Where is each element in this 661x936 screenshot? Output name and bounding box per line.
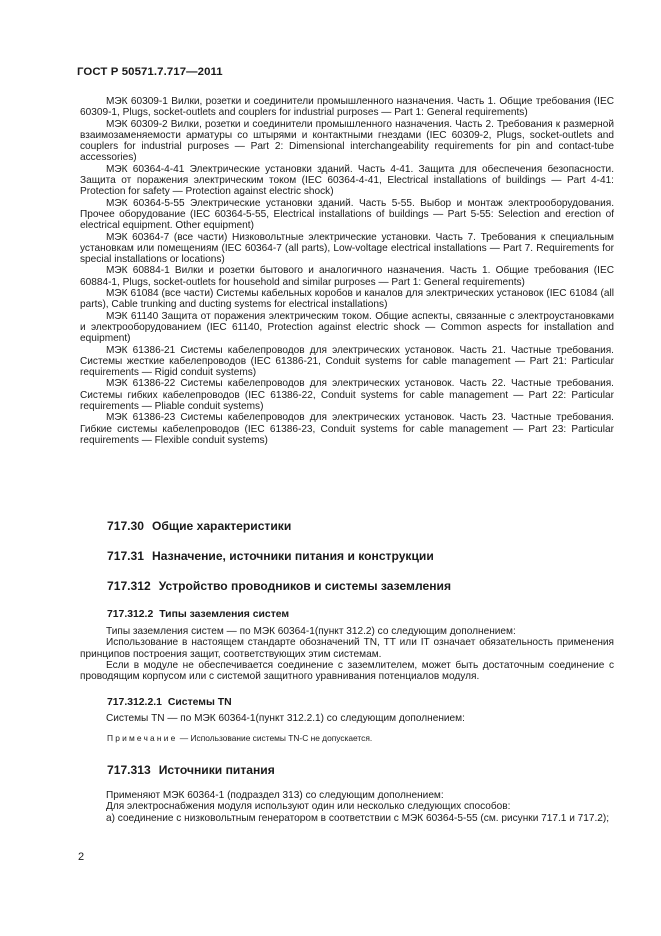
- subsection-number: 717.312.2.1: [107, 697, 162, 708]
- reference-entry: МЭК 61386-23 Системы кабелепроводов для электрических установок. Часть 23. Частные требования. Гибкие системы кабелепроводов (IEC 61386-23, Conduit systems for cable management — Part 23: Particular requirements — Flexible conduit systems): [80, 412, 614, 446]
- grounding-types-text: [80, 626, 614, 682]
- power-sources-text: [80, 790, 614, 824]
- section-number: 717.312: [107, 579, 151, 593]
- paragraph: Использование в настоящем стандарте обозначений TN, TT или IT означает обязательность применения принципов построения защит, соответствующих этим системам.: [80, 637, 614, 660]
- section-heading-717-313: [107, 763, 275, 777]
- subsection-title: Типы заземления систем: [159, 609, 290, 620]
- reference-entry: МЭК 61084 (все части) Системы кабельных коробов и каналов для электрических установок (IEC 61084 (all parts), Cable trunking and ducting systems for electrical installations): [80, 288, 614, 311]
- reference-entry: МЭК 61386-22 Системы кабелепроводов для электрических установок. Часть 22. Частные требования. Системы гибких кабелепроводов (IEC 61386-22, Conduit systems for cable management — Part 22: Particular requirements — Pliable conduit systems): [80, 378, 614, 413]
- reference-entry: МЭК 60309-2 Вилки, розетки и соединители промышленного назначения. Часть 2. Требования к размерной взаимозаменяемости арматуры со штырями и контактными гнездами (IEC 60309-2, Plugs, socket-outlets and couplers for industrial purposes — Part 2: Dimensional interchangeability requirements for pin and contact-tube accessories): [80, 118, 614, 164]
- paragraph: Системы TN — по МЭК 60364-1(пункт 312.2.1) со следующим дополнением:: [106, 713, 465, 724]
- note-text: — Использование системы TN-C не допускается.: [177, 733, 373, 743]
- section-title: Общие характеристики: [152, 519, 292, 533]
- subsection-title: Системы TN: [167, 697, 232, 708]
- paragraph: Для электроснабжения модуля используют один или несколько следующих способов:: [106, 801, 511, 813]
- normative-references: [80, 96, 614, 446]
- section-heading-717-312: [107, 579, 451, 593]
- paragraph: Применяют МЭК 60364-1 (подраздел 313) со следующим дополнением:: [106, 790, 444, 801]
- reference-entry: МЭК 61386-21 Системы кабелепроводов для электрических установок. Часть 21. Частные требования. Системы жесткие кабелепроводов (IEC 61386-21, Conduit systems for cable management — Part 21: Particular requirements — Rigid conduit systems): [80, 344, 614, 379]
- reference-entry: МЭК 60884-1 Вилки и розетки бытового и аналогичного назначения. Часть 1. Общие требования (IEC 60884-1, Plugs, socket-outlets for household and similar purposes — Part 1: General requirements): [80, 265, 614, 288]
- reference-entry: МЭК 60309-1 Вилки, розетки и соединители промышленного назначения. Часть 1. Общие требования (IEC 60309-1, Plugs, socket-outlets and couplers for industrial purposes — Part 1: General requirements): [80, 96, 614, 119]
- paragraph: Типы заземления систем — по МЭК 60364-1(пункт 312.2) со следующим дополнением:: [106, 626, 516, 637]
- section-title: Источники питания: [158, 763, 275, 777]
- subsection-heading-717-312-2-1: [107, 697, 232, 708]
- section-number: 717.313: [107, 763, 151, 777]
- note: [107, 733, 372, 743]
- tn-systems-text: [80, 713, 614, 724]
- section-heading-717-30: [107, 519, 291, 533]
- reference-entry: МЭК 60364-7 (все части) Низковольтные электрические установки. Часть 7. Требования к специальным установкам или помещениям (IEC 60364-7 (all parts), Low-voltage electrical installations — Part 7. Requirements for special installations or locations): [80, 231, 614, 266]
- list-item: a) соединение с низковольтным генератором в соответствии с МЭК 60364-5-55 (см. рисунки 717.1 и 717.2);: [106, 812, 610, 824]
- section-title: Устройство проводников и системы заземления: [158, 579, 452, 593]
- note-label: Примечание: [107, 733, 178, 743]
- page-number: 2: [78, 851, 85, 863]
- reference-entry: МЭК 60364-5-55 Электрические установки зданий. Часть 5-55. Выбор и монтаж электрооборудования. Прочее оборудование (IEC 60364-5-55, Electrical installations of buildings — Part 5-55: Selection and erection of electrical equipment. Other equipment): [80, 197, 614, 232]
- document-code: ГОСТ Р 50571.7.717—2011: [77, 66, 223, 78]
- section-number: 717.30: [107, 519, 144, 533]
- subsection-number: 717.312.2: [107, 609, 154, 620]
- subsection-heading-717-312-2: [107, 609, 289, 620]
- reference-entry: МЭК 61140 Защита от поражения электрическим током. Общие аспекты, связанные с электроустановками и электрооборудованием (IEC 61140, Protection against electric shock — Common aspects for installation and equipment): [80, 310, 614, 345]
- paragraph: Если в модуле не обеспечивается соединение с заземлителем, может быть достаточным соединение с проводящим корпусом или с системой защитного уравнивания потенциалов модуля.: [80, 659, 614, 683]
- section-heading-717-31: [107, 549, 434, 563]
- reference-entry: МЭК 60364-4-41 Электрические установки зданий. Часть 4-41. Защита для обеспечения безопасности. Защита от поражения электрическим током (IEC 60364-4-41, Electrical installations of buildings — Part 4-41: Protection for safety — Protection against electric shock): [80, 163, 614, 198]
- section-number: 717.31: [107, 549, 144, 563]
- section-title: Назначение, источники питания и конструкции: [152, 549, 434, 563]
